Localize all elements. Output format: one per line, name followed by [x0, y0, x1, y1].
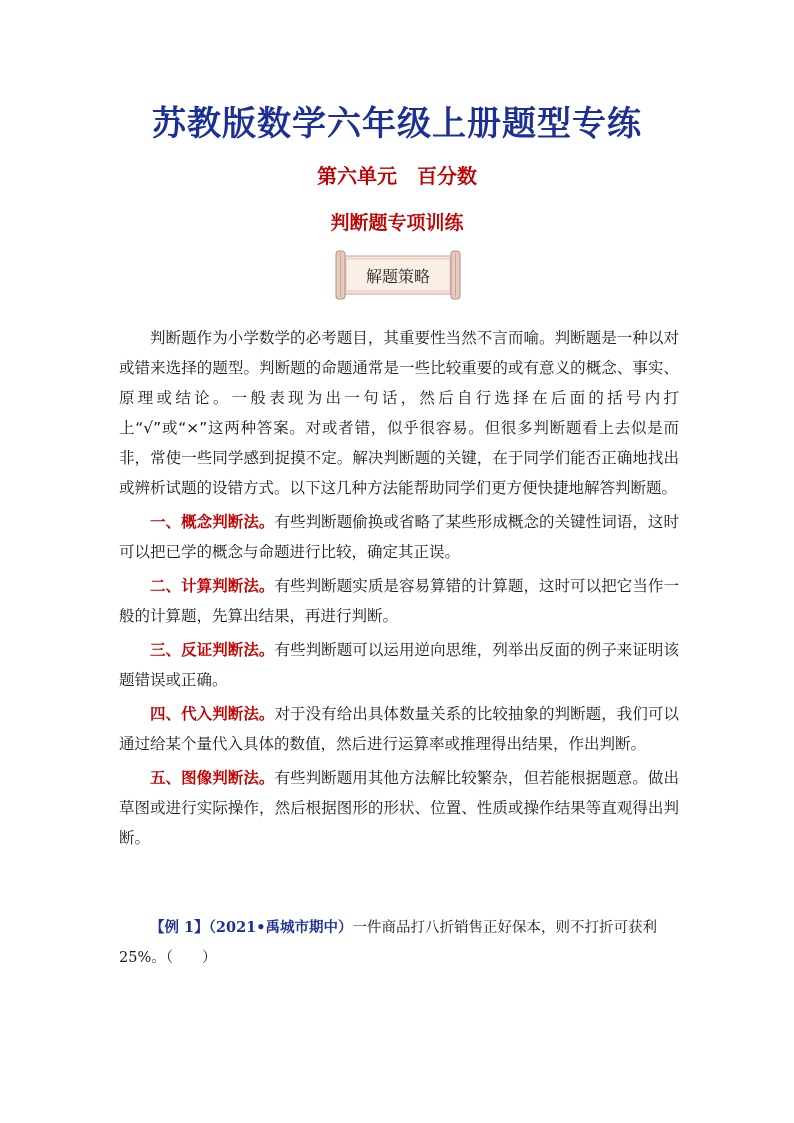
method-description: 有些判断题用其他方法解比较繁杂，但若能根据题意。做出草图或进行实际操作，然后根据图形的形状、位置、性质或操作结果等直观得出判断。	[119, 769, 679, 847]
method-title: 五、图像判断法。	[150, 769, 275, 787]
example-text: 一件商品打八折销售正好保本，则不打折可获利 25%。（ ）	[119, 920, 658, 966]
method-title: 二、计算判断法。	[150, 577, 275, 595]
method-description: 有些判断题可以运用逆向思维，列举出反面的例子来证明该题错误或正确。	[119, 641, 679, 689]
method-description: 对于没有给出具体数量关系的比较抽象的判断题，我们可以通过给某个量代入具体的数值，然后进行运算率或推理得出结果，作出判断。	[119, 705, 679, 753]
example-label: 【例 1】	[150, 919, 209, 936]
method-title: 四、代入判断法。	[150, 705, 275, 723]
method-description: 有些判断题偷换或省略了某些形成概念的关键性词语，这时可以把已学的概念与命题进行比较，确定其正误。	[119, 513, 679, 561]
body-content	[119, 323, 679, 853]
method-paragraph	[119, 571, 679, 631]
method-paragraph	[119, 699, 679, 759]
method-title: 三、反证判断法。	[150, 641, 275, 659]
unit-label: 第六单元	[317, 164, 397, 188]
example-question	[119, 913, 679, 973]
intro-paragraph: 判断题作为小学数学的必考题目，其重要性当然不言而喻。判断题是一种以对或错来选择的题型。判断题的命题通常是一些比较重要的或有意义的概念、事实、原理或结论。一般表现为出一句话，然后自行选择在后面的括号内打上“√”或“×”这两种答案。对或者错，似乎很容易。但很多判断题看上去似是而非，常使一些同学感到捉摸不定。解决判断题的关键，在于同学们能否正确地找出或辨析试题的设错方式。以下这几种方法能帮助同学们更方便快捷地解答判断题。	[119, 329, 679, 497]
method-title: 一、概念判断法。	[150, 513, 275, 531]
example-source: （2021•禹城市期中）	[208, 919, 353, 936]
unit-topic: 百分数	[417, 164, 477, 188]
method-description: 有些判断题实质是容易算错的计算题，这时可以把它当作一般的计算题，先算出结果，再进行判断。	[119, 577, 679, 625]
page-title: 苏教版数学六年级上册题型专练	[152, 104, 642, 144]
method-paragraph	[119, 635, 679, 695]
method-paragraph	[119, 763, 679, 853]
section-heading: 判断题专项训练	[330, 212, 464, 234]
strategy-badge: 解题策略	[365, 267, 430, 286]
unit-heading	[0, 160, 794, 189]
method-paragraph	[119, 507, 679, 567]
scroll-banner	[334, 250, 462, 300]
